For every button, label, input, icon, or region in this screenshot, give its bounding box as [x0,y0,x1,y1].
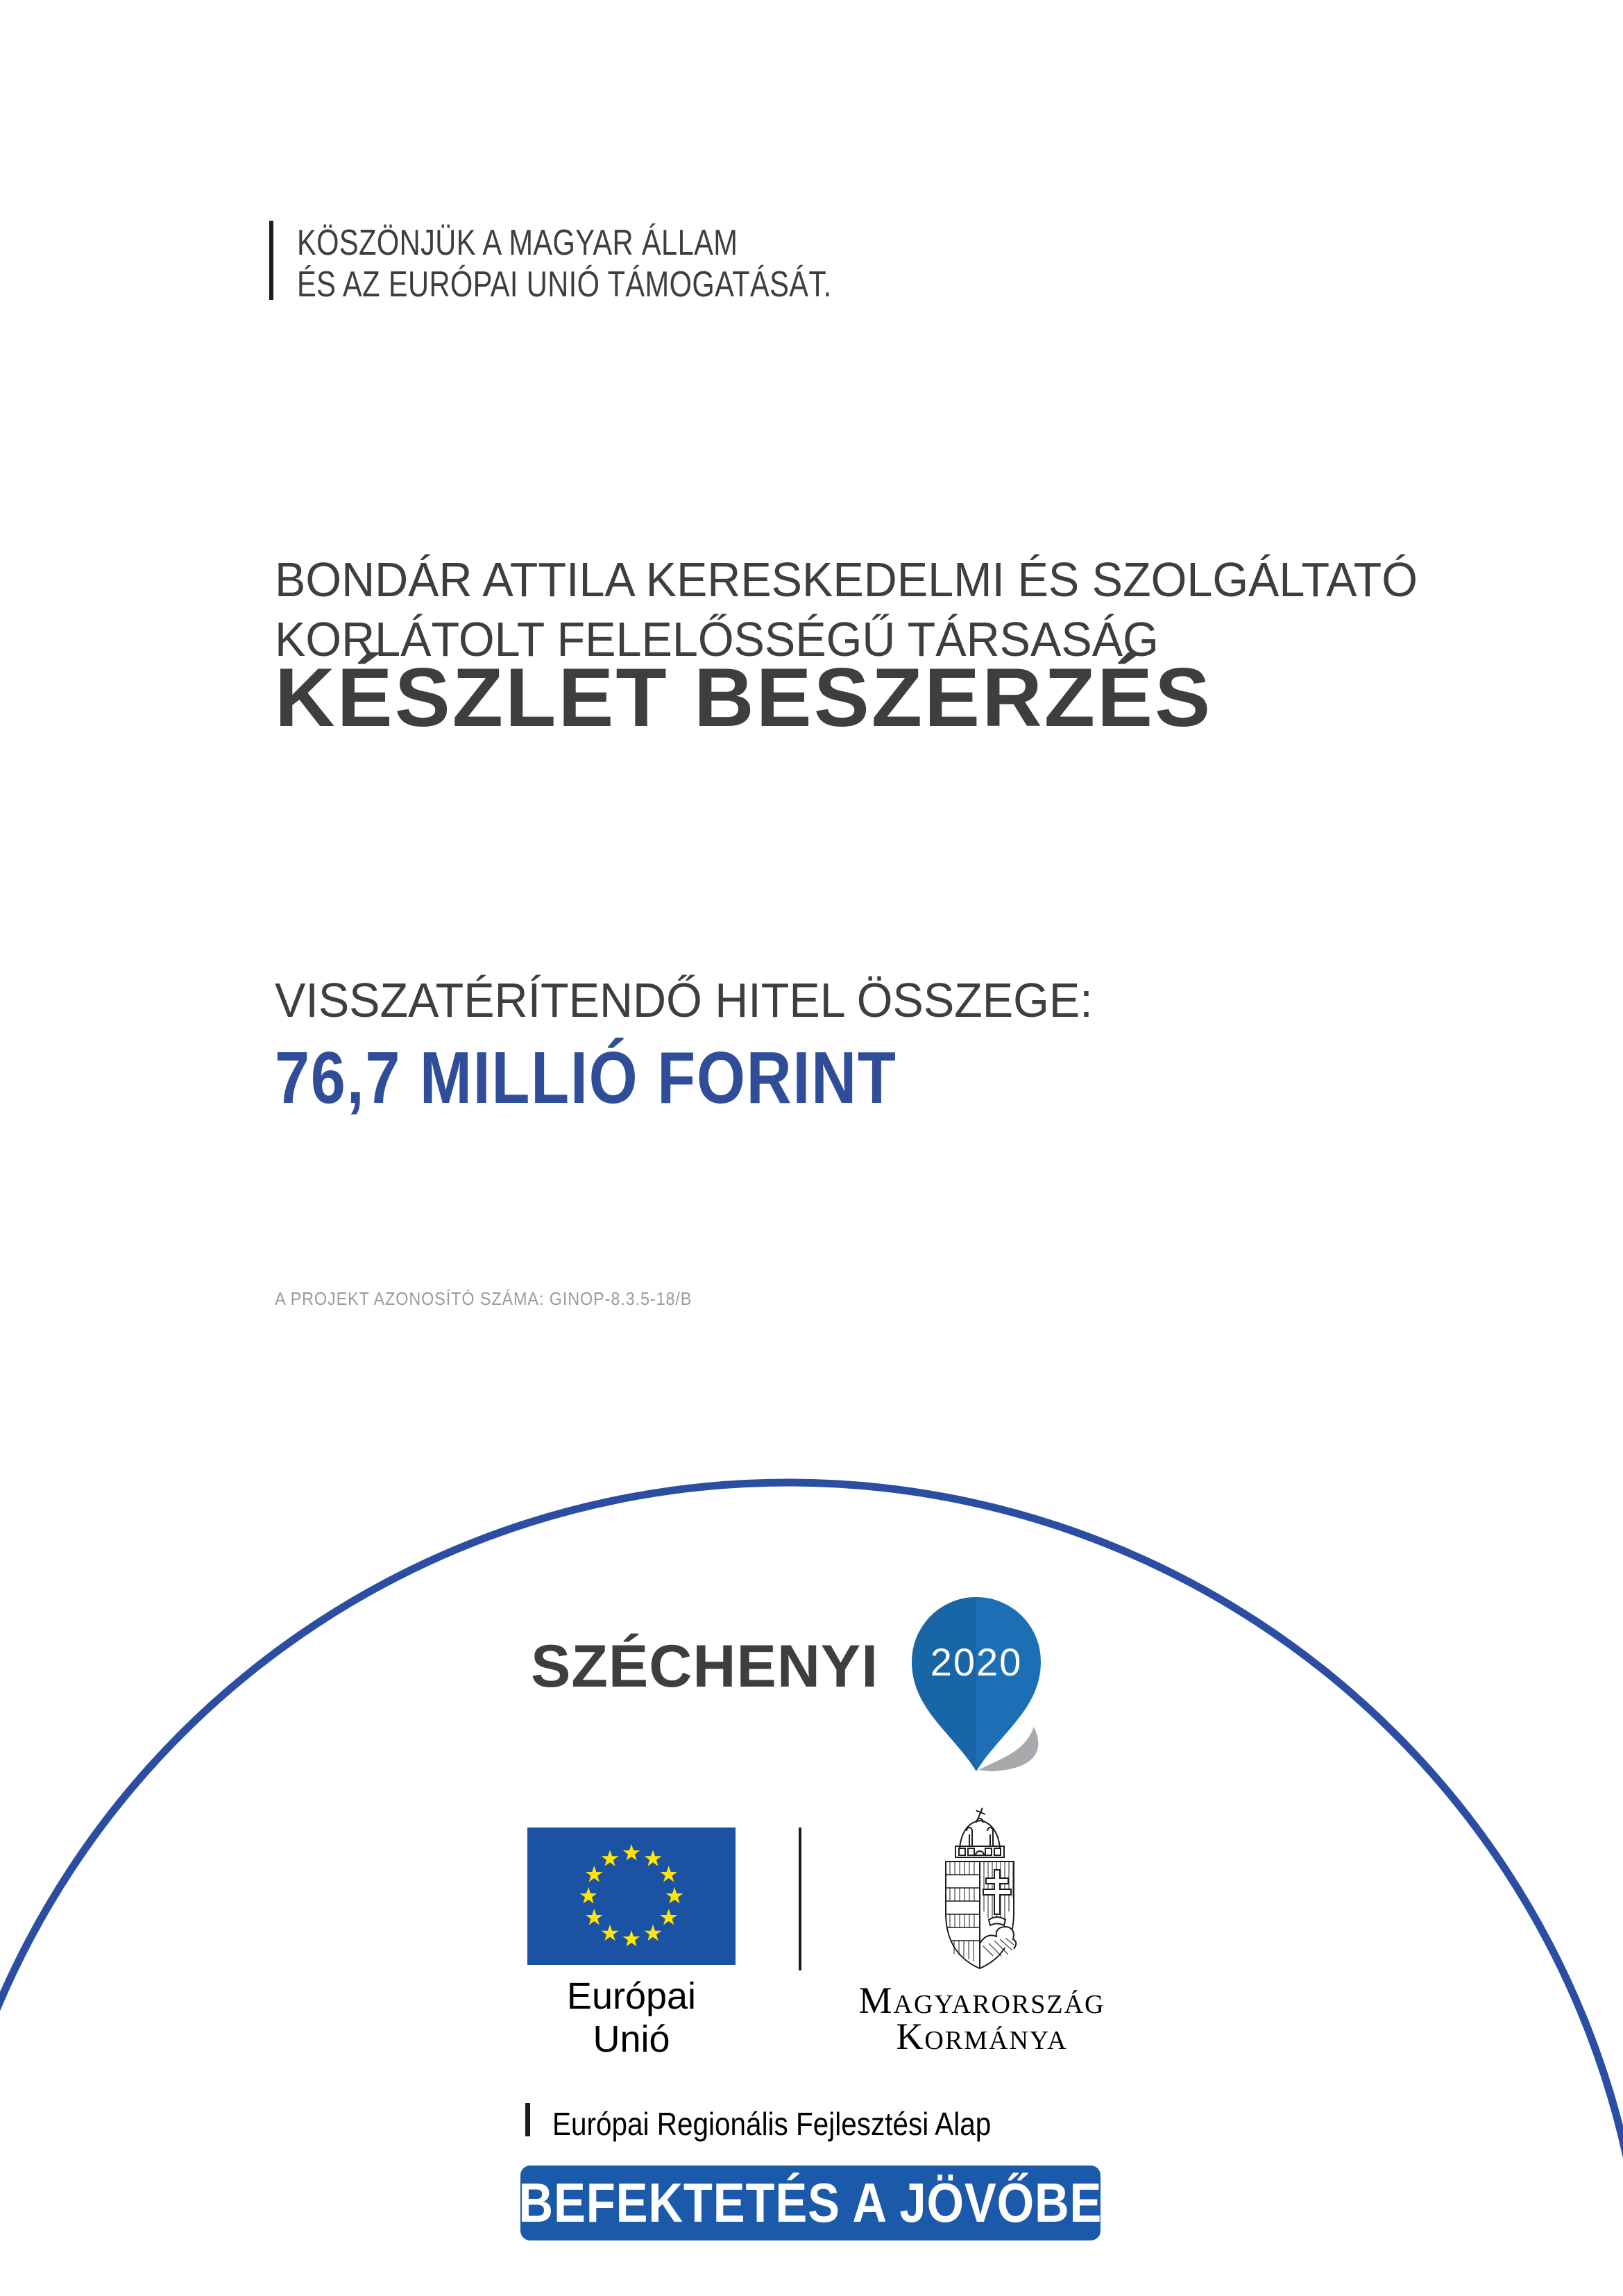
thanks-text [297,222,832,305]
beneficiary-line-2: KORLÁTOLT FELELŐSSÉGŰ TÁRSASÁG [275,612,1159,666]
government-line-1: Magyarország [858,1980,1105,2021]
beneficiary-line-1: BONDÁR ATTILA KERESKEDELMI ÉS SZOLGÁLTATÓ [275,552,1418,607]
investment-banner-label: BEFEKTETÉS A JÖVŐBE [518,2172,1103,2234]
thanks-line-1: KÖSZÖNJÜK A MAGYAR ÁLLAM [297,223,738,263]
pin-shade [912,1597,976,1771]
thanks-line-2: ÉS AZ EURÓPAI UNIÓ TÁMOGATÁSÁT. [297,264,832,305]
investment-banner [520,2166,1101,2240]
szechenyi-wordmark: SZÉCHENYI [531,1633,879,1700]
project-title: KÉSZLET BESZERZÉS [275,651,1213,744]
eu-flag-stars [527,1827,736,1965]
government-line-2: Kormánya [896,2016,1068,2057]
thanks-accent-bar [269,221,273,300]
loan-amount: 76,7 MILLIÓ FORINT [275,1037,897,1119]
government-label [847,1980,1117,2057]
fund-accent-bar [525,2103,530,2136]
pin-year: 2020 [930,1640,1023,1684]
loan-label: VISSZATÉRÍTENDŐ HITEL ÖSSZEGE: [275,973,1093,1027]
fund-label: Európai Regionális Fejlesztési Alap [552,2106,992,2142]
project-id: A PROJEKT AZONOSÍTÓ SZÁMA: GINOP-8.3.5-18/B [275,1288,692,1309]
szechenyi-2020-pin-icon [910,1596,1049,1774]
eu-label: Európai Unió [566,1975,697,2060]
hungary-coat-of-arms-icon [940,1807,1019,1971]
eu-flag-icon [527,1827,736,1965]
logo-divider [799,1827,801,1970]
